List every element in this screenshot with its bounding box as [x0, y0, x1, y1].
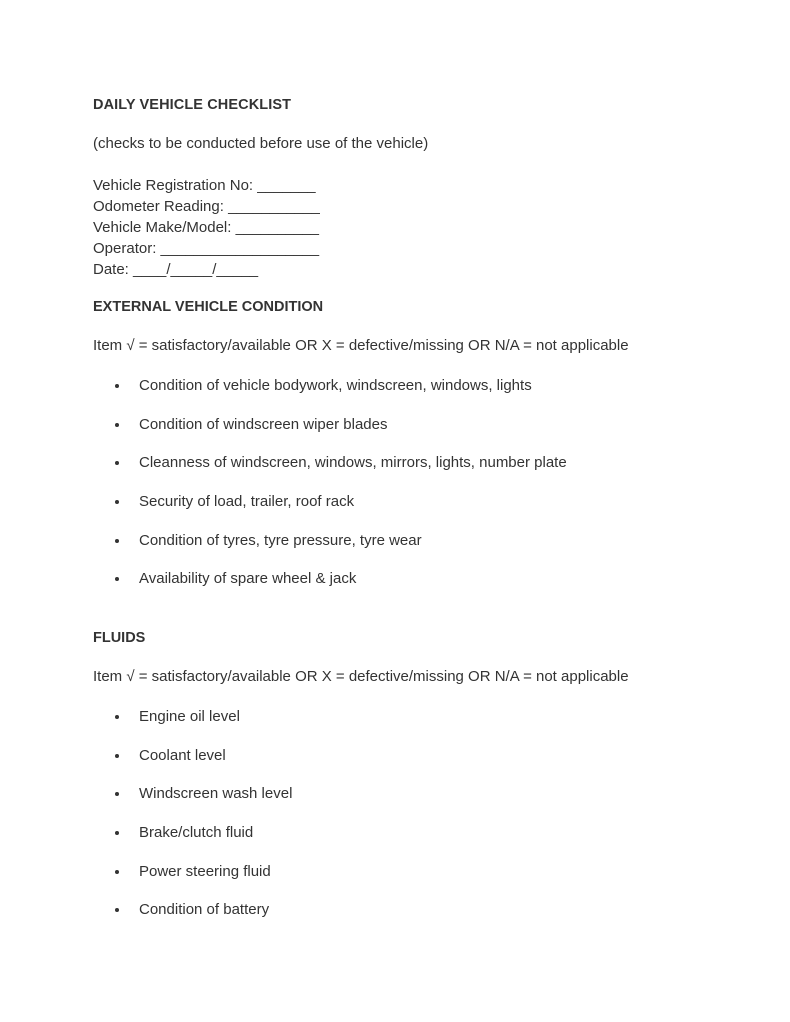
list-item-label: Availability of spare wheel & jack [139, 570, 357, 588]
bullet-icon [115, 792, 119, 796]
field-date: Date: ____/_____/_____ [93, 261, 259, 278]
list-item [93, 492, 567, 531]
bullet-icon [115, 500, 119, 504]
bullet-icon [115, 715, 119, 719]
bullet-icon [115, 461, 119, 465]
document-subtitle: (checks to be conducted before use of the vehicle) [93, 135, 429, 152]
list-item-label: Condition of battery [139, 901, 270, 919]
field-operator: Operator: ___________________ [93, 240, 320, 257]
list-item [93, 531, 567, 570]
list-item-label: Security of load, trailer, roof rack [139, 493, 355, 511]
external-condition-list [93, 376, 567, 608]
list-item [93, 784, 292, 823]
field-registration-no: Vehicle Registration No: _______ [93, 177, 316, 194]
section-heading-fluids: FLUIDS [93, 630, 146, 646]
section-heading-external-condition: EXTERNAL VEHICLE CONDITION [93, 299, 324, 315]
list-item-label: Engine oil level [139, 708, 240, 725]
bullet-icon [115, 539, 119, 543]
list-item [93, 569, 567, 608]
bullet-icon [115, 908, 119, 912]
section-legend-external-condition: Item √ = satisfactory/available OR X = defective/missing OR N/A = not applicable [93, 337, 629, 354]
list-item [93, 376, 567, 415]
list-item [93, 453, 567, 492]
bullet-icon [115, 754, 119, 758]
bullet-icon [115, 577, 119, 581]
section-legend-fluids: Item √ = satisfactory/available OR X = defective/missing OR N/A = not applicable [93, 668, 629, 685]
bullet-icon [115, 870, 119, 874]
list-item-label: Condition of windscreen wiper blades [139, 415, 388, 433]
bullet-icon [115, 423, 119, 427]
list-item [93, 746, 292, 785]
list-item [93, 862, 292, 901]
list-item-label: Power steering fluid [139, 862, 271, 880]
list-item-label: Condition of vehicle bodywork, windscreen, windows, lights [139, 377, 532, 394]
list-item-label: Brake/clutch fluid [139, 824, 254, 842]
field-odometer-reading: Odometer Reading: ___________ [93, 198, 320, 215]
list-item [93, 415, 567, 454]
list-item-label: Windscreen wash level [139, 785, 293, 803]
document-title: DAILY VEHICLE CHECKLIST [93, 97, 292, 113]
bullet-icon [115, 831, 119, 835]
vehicle-info-fields [93, 175, 320, 280]
list-item-label: Condition of tyres, tyre pressure, tyre wear [139, 531, 422, 549]
bullet-icon [115, 384, 119, 388]
list-item-label: Coolant level [139, 746, 226, 764]
field-make-model: Vehicle Make/Model: __________ [93, 219, 319, 236]
fluids-list [93, 707, 292, 939]
list-item [93, 900, 292, 939]
list-item [93, 707, 292, 746]
list-item [93, 823, 292, 862]
list-item-label: Cleanness of windscreen, windows, mirrors, lights, number plate [139, 454, 567, 472]
